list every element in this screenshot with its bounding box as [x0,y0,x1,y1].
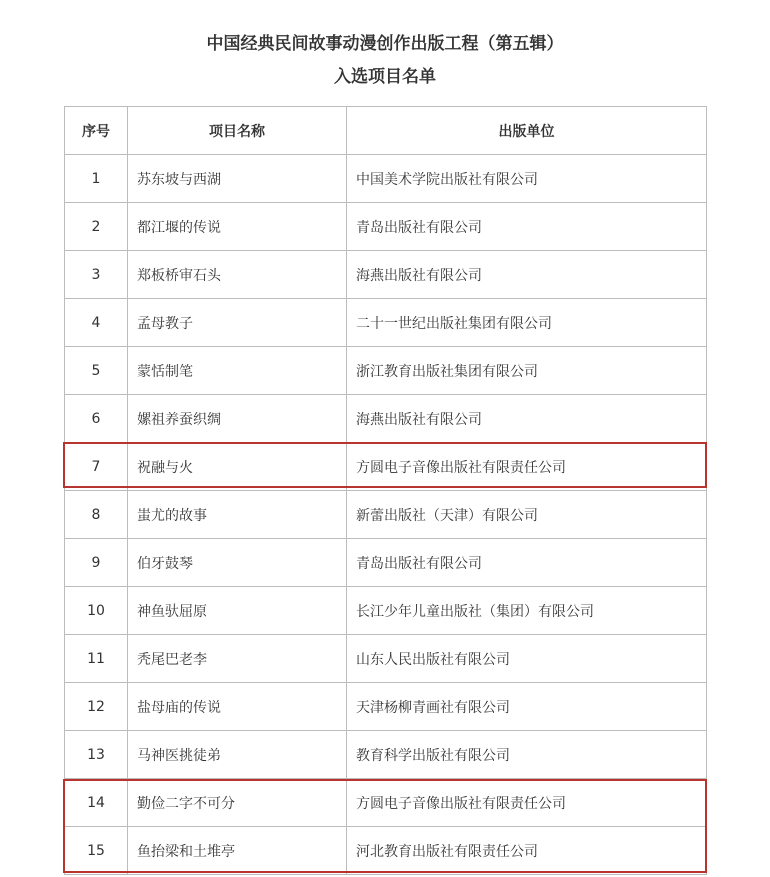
row-publisher: 教育科学出版社有限公司 [347,731,707,779]
row-publisher: 中国美术学院出版社有限公司 [347,155,707,203]
row-seq: 12 [65,683,128,731]
table-row [65,395,707,443]
row-seq: 11 [65,635,128,683]
row-project-name: 祝融与火 [128,443,347,491]
row-seq: 4 [65,299,128,347]
row-seq: 13 [65,731,128,779]
row-seq: 1 [65,155,128,203]
row-project-name: 鱼抬梁和土堆亭 [128,827,347,875]
row-publisher: 天津杨柳青画社有限公司 [347,683,707,731]
table-row [65,491,707,539]
row-seq: 15 [65,827,128,875]
header-publisher: 出版单位 [347,107,707,155]
row-seq: 3 [65,251,128,299]
header-project-name: 项目名称 [128,107,347,155]
row-publisher: 方圆电子音像出版社有限责任公司 [347,443,707,491]
table-row [65,539,707,587]
table-row [65,155,707,203]
row-publisher: 山东人民出版社有限公司 [347,635,707,683]
table-row [65,731,707,779]
row-project-name: 盐母庙的传说 [128,683,347,731]
row-project-name: 伯牙鼓琴 [128,539,347,587]
row-publisher: 海燕出版社有限公司 [347,251,707,299]
row-publisher: 河北教育出版社有限责任公司 [347,827,707,875]
row-seq: 6 [65,395,128,443]
row-publisher: 新蕾出版社（天津）有限公司 [347,491,707,539]
document-title: 中国经典民间故事动漫创作出版工程（第五辑） [206,34,564,54]
table-row [65,827,707,875]
row-publisher: 二十一世纪出版社集团有限公司 [347,299,707,347]
table-row [65,587,707,635]
project-list-table [64,106,707,875]
row-seq: 10 [65,587,128,635]
table-row [65,347,707,395]
row-seq: 9 [65,539,128,587]
row-project-name: 嫘祖养蚕织绸 [128,395,347,443]
row-project-name: 苏东坡与西湖 [128,155,347,203]
row-project-name: 勤俭二字不可分 [128,779,347,827]
document-subtitle: 入选项目名单 [334,67,436,87]
row-seq: 2 [65,203,128,251]
row-project-name: 神鱼驮屈原 [128,587,347,635]
table-row [65,635,707,683]
row-publisher: 长江少年儿童出版社（集团）有限公司 [347,587,707,635]
header-seq: 序号 [65,107,128,155]
table-row [65,299,707,347]
table-header-row [65,107,707,155]
row-publisher: 海燕出版社有限公司 [347,395,707,443]
row-publisher: 青岛出版社有限公司 [347,539,707,587]
table-row [65,251,707,299]
row-project-name: 郑板桥审石头 [128,251,347,299]
row-publisher: 方圆电子音像出版社有限责任公司 [347,779,707,827]
row-project-name: 都江堰的传说 [128,203,347,251]
table-row [65,443,707,491]
row-project-name: 孟母教子 [128,299,347,347]
row-seq: 7 [65,443,128,491]
row-project-name: 马神医挑徒弟 [128,731,347,779]
table-row [65,779,707,827]
table-row [65,203,707,251]
row-project-name: 蒙恬制笔 [128,347,347,395]
row-publisher: 浙江教育出版社集团有限公司 [347,347,707,395]
table-row [65,683,707,731]
row-seq: 14 [65,779,128,827]
row-publisher: 青岛出版社有限公司 [347,203,707,251]
row-project-name: 秃尾巴老李 [128,635,347,683]
row-project-name: 蚩尤的故事 [128,491,347,539]
row-seq: 5 [65,347,128,395]
row-seq: 8 [65,491,128,539]
